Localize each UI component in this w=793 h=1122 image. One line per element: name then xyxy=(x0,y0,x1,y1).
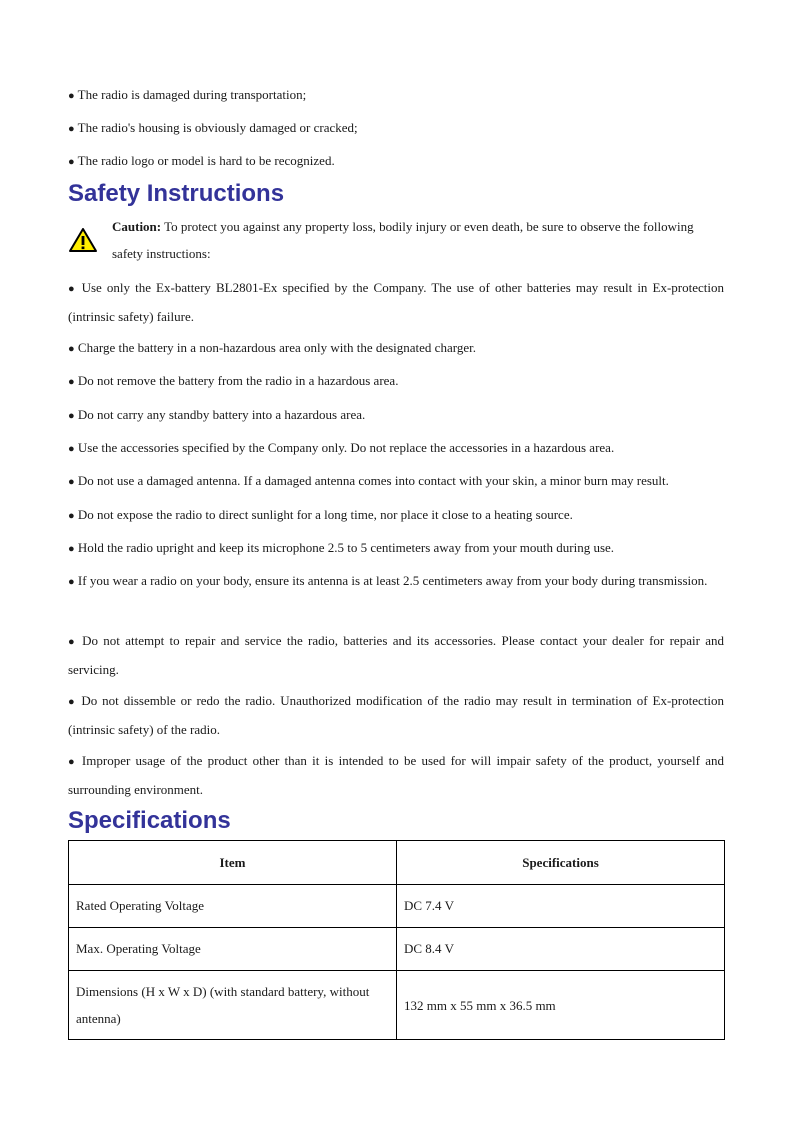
list-item: ● The radio logo or model is hard to be recognized. xyxy=(68,153,335,168)
table-header-row xyxy=(69,841,725,885)
list-item: ● The radio is damaged during transportation; xyxy=(68,87,307,102)
bullet-icon: ● xyxy=(68,543,75,555)
bullet-icon: ● xyxy=(68,756,77,768)
bullet-icon: ● xyxy=(68,476,75,488)
safety-heading: Safety Instructions xyxy=(68,180,285,207)
bullet-icon: ● xyxy=(68,156,75,168)
table-row xyxy=(69,928,725,971)
list-item: ● Hold the radio upright and keep its microphone 2.5 to 5 centimeters away from your mouth during use. xyxy=(68,540,615,555)
table-cell-item: Max. Operating Voltage xyxy=(69,928,397,971)
bullet-icon: ● xyxy=(68,343,75,355)
bullet-icon: ● xyxy=(68,90,75,102)
caution-label: Caution: xyxy=(112,219,162,234)
list-item: ● Do not carry any standby battery into a hazardous area. xyxy=(68,407,366,422)
list-item: ● Do not use a damaged antenna. If a damaged antenna comes into contact with your skin, a minor burn may result. xyxy=(68,473,669,488)
list-item: ● If you wear a radio on your body, ensure its antenna is at least 2.5 centimeters away from your body during transmission. xyxy=(68,573,708,588)
specifications-table xyxy=(68,840,725,1040)
list-item: ● Use only the Ex-battery BL2801-Ex specified by the Company. The use of other batteries may result in Ex-protection (intrinsic safety) failure. xyxy=(68,280,724,324)
bullet-icon: ● xyxy=(68,576,75,588)
table-cell-item: Rated Operating Voltage xyxy=(69,885,397,928)
caution-note xyxy=(68,213,724,273)
table-row xyxy=(69,885,725,928)
list-item: ● Improper usage of the product other than it is intended to be used for will impair safety of the product, yourself and surrounding environment. xyxy=(68,753,725,797)
warning-triangle-icon xyxy=(68,227,98,253)
bullet-icon: ● xyxy=(68,636,77,648)
column-header-item: Item xyxy=(69,841,397,885)
bullet-icon: ● xyxy=(68,696,77,708)
bullet-icon: ● xyxy=(68,410,75,422)
bullet-icon: ● xyxy=(68,443,75,455)
list-item: ● The radio's housing is obviously damaged or cracked; xyxy=(68,120,358,135)
specifications-heading: Specifications xyxy=(68,807,231,834)
bullet-icon: ● xyxy=(68,376,75,388)
bullet-icon: ● xyxy=(68,123,75,135)
bullet-icon: ● xyxy=(68,283,77,295)
caution-text: Caution: To protect you against any property loss, bodily injury or even death, be sure to observe the following safety instructions: xyxy=(112,219,694,261)
list-item: ● Charge the battery in a non-hazardous area only with the designated charger. xyxy=(68,340,476,355)
list-item: ● Do not attempt to repair and service the radio, batteries and its accessories. Please contact your dealer for repair and servicing. xyxy=(68,633,724,677)
list-item: ● Do not dissemble or redo the radio. Unauthorized modification of the radio may result in termination of Ex-protection (intrinsic safety) of the radio. xyxy=(68,693,724,737)
bullet-icon: ● xyxy=(68,510,75,522)
table-cell-item: Dimensions (H x W x D) (with standard battery, without antenna) xyxy=(69,971,397,1040)
list-item: ● Use the accessories specified by the Company only. Do not replace the accessories in a hazardous area. xyxy=(68,440,615,455)
table-cell-value: 132 mm x 55 mm x 36.5 mm xyxy=(397,971,725,1040)
table-cell-value: DC 7.4 V xyxy=(397,885,725,928)
list-item: ● Do not remove the battery from the radio in a hazardous area. xyxy=(68,373,399,388)
list-item: ● Do not expose the radio to direct sunlight for a long time, nor place it close to a heating source. xyxy=(68,507,573,522)
table-cell-value: DC 8.4 V xyxy=(397,928,725,971)
column-header-specifications: Specifications xyxy=(397,841,725,885)
table-row xyxy=(69,971,725,1040)
